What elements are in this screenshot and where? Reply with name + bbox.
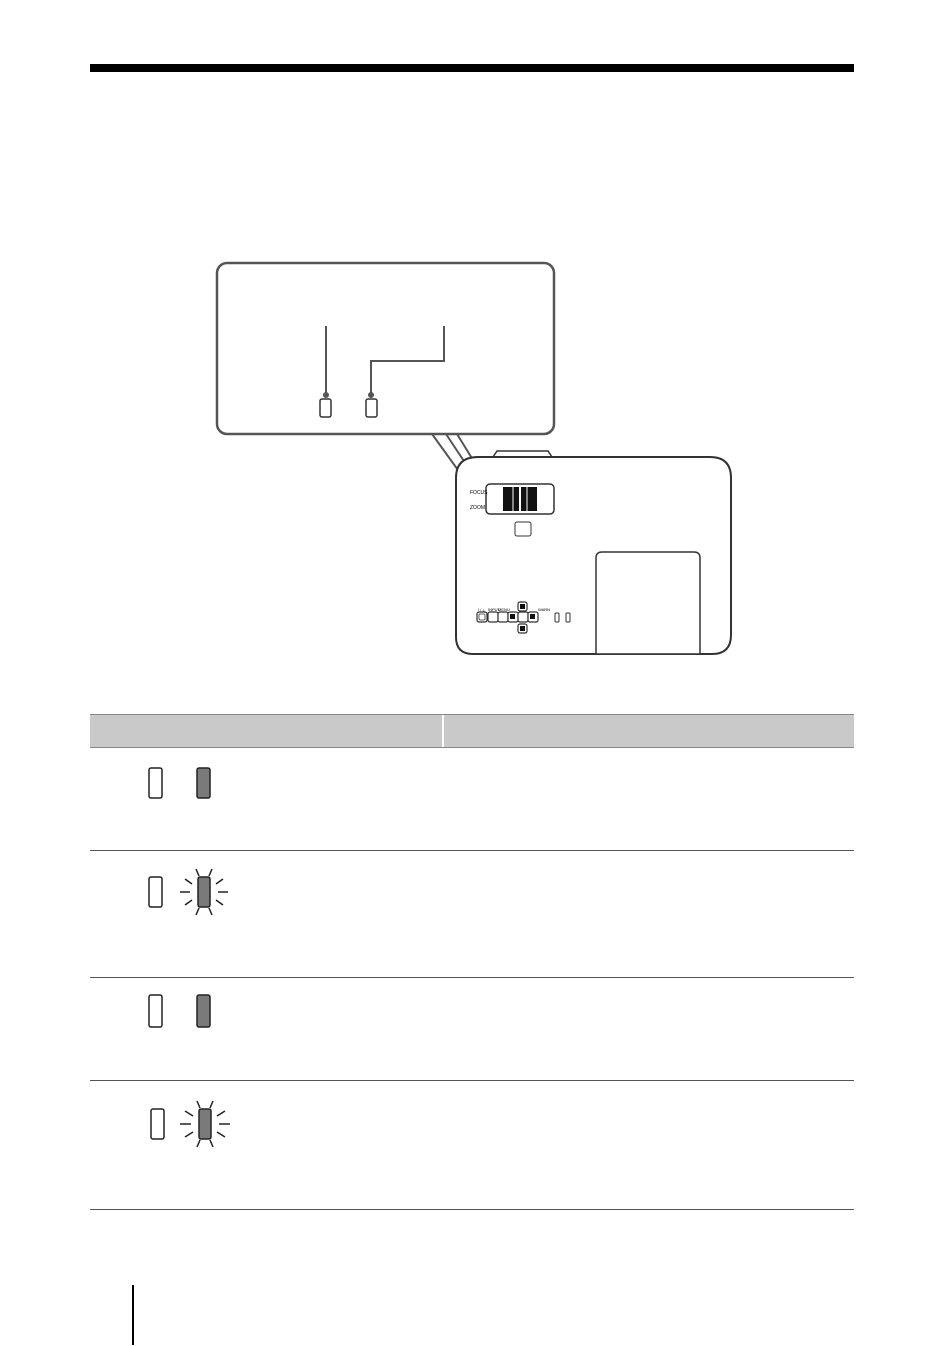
callout-indicator-right-icon: [366, 399, 377, 417]
row-1-indicator-lit-icon: [197, 768, 210, 798]
menu-label: MENU: [498, 607, 510, 612]
input-label: INPUT: [488, 607, 500, 612]
body-indicator-left-icon: [555, 613, 559, 622]
row-2-indicator-icons: [140, 865, 240, 925]
row-1-indicator-icons: [140, 766, 240, 826]
table-bottom-rule: [90, 1209, 854, 1210]
power-button-icon: [477, 612, 487, 622]
callout-box: [217, 263, 554, 434]
input-button-icon: [488, 612, 498, 622]
indicator-table-header: [90, 714, 854, 748]
row-2-indicator-flashing-icon: [180, 869, 228, 915]
body-indicator-right-icon: [566, 613, 570, 622]
table-row-divider: [90, 1080, 854, 1081]
callout-indicator-left-icon: [320, 399, 331, 417]
page-margin-bar: [132, 1285, 134, 1345]
table-row-divider: [90, 977, 854, 978]
warn-label: WARN: [538, 607, 551, 612]
row-4-indicator-flashing-icon: [180, 1101, 230, 1147]
row-1-indicator-off-icon: [149, 768, 162, 798]
zoom-label: ZOOM: [470, 505, 485, 511]
row-2-indicator-off-icon: [149, 877, 162, 907]
row-4-indicator-icons: [140, 1097, 240, 1157]
on-standby-label: I / ¿: [478, 607, 485, 612]
row-3-indicator-off-icon: [149, 995, 162, 1027]
focus-label: FOCUS: [470, 490, 488, 496]
menu-button-icon: [498, 612, 508, 622]
lamp-cover: [596, 552, 700, 654]
table-row-divider: [90, 850, 854, 851]
row-3-indicator-lit-icon: [197, 995, 210, 1027]
row-4-indicator-off-icon: [151, 1109, 164, 1139]
row-3-indicator-icons: [140, 993, 240, 1053]
